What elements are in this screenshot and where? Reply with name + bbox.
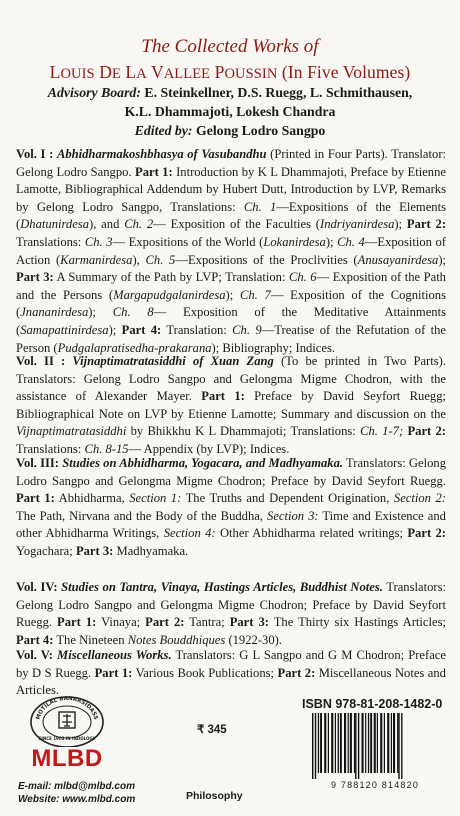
barcode-bar: [393, 713, 395, 773]
volume-text-segment: Margapudgalanirdesa: [113, 287, 226, 302]
volume-text-segment: Translators: G L Sangpo and G M Chodron; Preface by D S Ruegg.: [16, 648, 446, 680]
volume-text-segment: Ch. 3: [84, 234, 113, 249]
barcode-bar: [340, 713, 342, 773]
volume-text-segment: Abhidharma,: [54, 491, 130, 506]
barcode-bar: [380, 713, 382, 773]
volume-4-entry: [16, 579, 446, 649]
volume-text-segment: Pudgalapratisedha-prakarana: [57, 340, 212, 355]
barcode-bar: [365, 713, 366, 773]
volume-text-segment: — Expositions of the World (: [112, 234, 264, 249]
advisory-label: Advisory Board:: [47, 85, 141, 100]
barcode-bar: [312, 713, 313, 779]
mlbd-wordmark: MLBD: [31, 745, 103, 772]
svg-text:SINCE 1903 IN INDOLOGY: SINCE 1903 IN INDOLOGY: [38, 736, 96, 741]
volume-text-segment: Section 4:: [163, 526, 216, 541]
author-line: [0, 62, 460, 83]
volume-text-segment: Ch. 8: [112, 305, 154, 320]
volume-text-segment: Notes Bouddhiques: [127, 632, 226, 647]
barcode-bar: [370, 713, 372, 773]
volume-text-segment: ),: [132, 252, 146, 267]
barcode-bar: [328, 713, 329, 773]
publisher-logo: [18, 693, 116, 773]
svg-text:MOTILAL BANARSIDASS: MOTILAL BANARSIDASS: [35, 695, 99, 721]
volume-text-segment: Translation:: [161, 322, 233, 337]
volume-text-segment: Ch. 5: [145, 252, 176, 267]
volume-text-segment: Part 3:: [16, 270, 54, 285]
volume-text-segment: — Exposition of the Meditative Attainments (: [16, 305, 446, 337]
volume-text-segment: Ch. 7: [239, 287, 271, 302]
volume-text-segment: Tantra;: [184, 615, 230, 630]
barcode-bar: [315, 713, 316, 779]
volume-text-segment: Ch. 6: [288, 270, 317, 285]
volume-text-segment: Abhidharmakoshbhasya of Vasubandhu: [56, 147, 267, 161]
volume-text-segment: (To be printed in Two Parts). Translators: Gelong Lodro Sangpo and Gelongma Migme Chodron, with the assistance of Alexander Mayer.: [16, 354, 446, 404]
volume-text-segment: (1922-30).: [225, 632, 282, 647]
barcode-bar: [320, 713, 322, 773]
mlbd-emblem-icon: [22, 693, 112, 747]
volume-text-segment: Translations:: [16, 441, 85, 456]
volume-text-segment: Section 2:: [393, 491, 446, 506]
volume-text-segment: Karmanirdesa: [60, 252, 133, 267]
advisory-board: [0, 85, 460, 101]
volume-text-segment: Yogachara;: [16, 543, 76, 558]
volume-text-segment: Translations:: [16, 234, 85, 249]
edited-by: [0, 123, 460, 139]
volume-text-segment: Section 3:: [267, 508, 319, 523]
volume-text-segment: Studies on Abhidharma, Yogacara, and Madhyamaka.: [62, 456, 344, 470]
volume-text-segment: Part 1:: [135, 164, 173, 179]
volume-3-entry: [16, 455, 446, 561]
volume-text-segment: ), and: [89, 217, 125, 232]
volume-text-segment: Various Book Publications;: [132, 665, 278, 680]
volume-text-segment: The Path, Nirvana and the Body of the Buddha,: [16, 508, 268, 523]
volume-text-segment: Vijnaptimatratasiddhi of Xuan Zang: [72, 354, 274, 368]
volume-text-segment: Other Abhidharma related writings;: [215, 526, 408, 541]
barcode-bar: [350, 713, 352, 773]
volume-text-segment: Translators: Gelong Lodro Sangpo and Gelongma Migme Chodron; Preface by David Seyfort Ruegg.: [16, 456, 446, 488]
volume-text-segment: Preface by David Seyfort Ruegg; Bibliographical Note on LVP by Etienne Lamotte; Summary and discussion on the: [16, 389, 446, 421]
isbn-label: ISBN 978-81-208-1482-0: [302, 697, 443, 711]
volume-text-segment: (Printed in Four Parts). Translator: Gelong Lodro Sangpo.: [16, 147, 447, 179]
volume-text-segment: The Nineteen: [53, 632, 128, 647]
author-name: LOUIS DE LA VALLEE POUSSIN: [49, 62, 278, 82]
volume-text-segment: Part 2:: [407, 526, 446, 541]
publisher-email: E-mail: mlbd@mlbd.com: [18, 781, 135, 792]
volume-label: Vol. III:: [16, 456, 59, 470]
volume-text-segment: — Exposition of the Path and the Persons (: [16, 270, 446, 302]
volume-text-segment: );: [225, 287, 240, 302]
volume-text-segment: Introduction by K L Dhammajoti, Preface by Etienne Lamotte, Bibliographical Addendum by Hubert Dutt, Introduction by LVP, Remarks by Gelong Lodro Sangpo, Translations:: [16, 164, 446, 214]
volume-2-entry: [16, 353, 446, 459]
advisory-names-2: K.L. Dhammajoti, Lokesh Chandra: [124, 104, 336, 119]
barcode-bar: [387, 713, 389, 773]
volume-text-segment: Jnananirdesa: [20, 305, 89, 320]
barcode-bar: [377, 713, 378, 773]
volume-text-segment: Indriyanirdesa: [320, 217, 395, 232]
volume-text-segment: Ch. 2: [124, 217, 154, 232]
price-label: ₹ 345: [197, 724, 227, 736]
volumes-note: (In Five Volumes): [281, 62, 411, 82]
volume-text-segment: — Exposition of the Cognitions (: [16, 287, 447, 320]
volume-text-segment: —Expositions of the Elements (: [16, 199, 446, 232]
volume-text-segment: The Truths and Dependent Origination,: [181, 491, 394, 506]
volume-text-segment: The Thirty six Hastings Articles;: [268, 615, 446, 630]
volume-text-segment: Ch. 1-7;: [360, 424, 404, 439]
volume-text-segment: Part 2:: [406, 217, 447, 232]
volume-label: Vol. II :: [16, 354, 66, 368]
volume-text-segment: Ch. 1: [243, 199, 277, 214]
volume-text-segment: Part 3:: [75, 543, 114, 558]
volume-text-segment: Time and Existence and other Abhidharma Writings,: [16, 508, 446, 541]
barcode-bar: [331, 713, 333, 773]
volume-text-segment: Vinaya;: [96, 615, 146, 630]
barcode-bar: [344, 713, 346, 773]
volume-text-segment: Part 4:: [16, 632, 54, 647]
volume-label: Vol. IV:: [16, 580, 58, 594]
barcode-digits: 9 788120 814820: [330, 780, 420, 790]
volume-text-segment: );: [325, 234, 338, 249]
volume-text-segment: Part 2:: [407, 424, 446, 439]
volume-label: Vol. V:: [16, 648, 53, 662]
volume-text-segment: Ch. 4: [337, 234, 365, 249]
barcode-bar: [401, 713, 402, 779]
volume-text-segment: Part 1:: [16, 491, 55, 506]
barcode-bar: [338, 713, 339, 773]
volume-text-segment: A Summary of the Path by LVP; Translation:: [53, 270, 289, 285]
barcode-bar: [391, 713, 392, 773]
volume-text-segment: Section 1:: [129, 491, 182, 506]
volume-text-segment: by Bhikkhu K L Dhammajoti; Translations:: [126, 424, 361, 439]
volume-text-segment: Samapattinirdesa: [20, 322, 109, 337]
barcode-image: [302, 713, 448, 779]
volume-text-segment: );: [438, 252, 447, 267]
volume-text-segment: );: [108, 322, 122, 337]
category-label: Philosophy: [186, 790, 243, 802]
volume-text-segment: Part 3:: [229, 615, 269, 630]
volume-5-entry: [16, 647, 446, 700]
barcode-bar: [374, 713, 376, 773]
barcode-bar: [368, 713, 369, 773]
volume-text-segment: —Exposition of Action (: [16, 234, 446, 267]
volume-label: Vol. I :: [16, 147, 54, 161]
barcode-bar: [397, 713, 398, 773]
volume-text-segment: Ch. 9: [232, 322, 262, 337]
volume-text-segment: —Expositions of the Proclivities (: [175, 252, 358, 267]
volume-text-segment: Part 4:: [121, 322, 162, 337]
volume-text-segment: —Treatise of the Refutation of the Person (: [16, 322, 447, 355]
volume-text-segment: Part 1:: [57, 615, 97, 630]
advisory-names-1: E. Steinkellner, D.S. Ruegg, L. Schmithausen,: [144, 85, 413, 100]
barcode-bar: [355, 713, 356, 779]
barcode-bar: [324, 713, 326, 773]
volume-text-segment: Anusayanirdesa: [357, 252, 439, 267]
barcode-bar: [318, 713, 319, 773]
volume-1-entry: [16, 146, 446, 357]
barcode-bar: [348, 713, 349, 773]
volume-text-segment: Translators: Gelong Lodro Sangpo and Gelongma Migme Chodron; Preface by David Seyfort Ruegg.: [16, 580, 446, 630]
barcode-bar: [335, 713, 336, 773]
barcode-bar: [358, 713, 359, 779]
volume-text-segment: Part 1:: [94, 665, 133, 680]
volume-text-segment: Vijnaptimatratasiddhi: [16, 424, 127, 439]
volume-text-segment: ); Bibliography; Indices.: [211, 340, 336, 355]
volume-text-segment: Miscellaneous Notes and Articles.: [16, 665, 446, 698]
volume-text-segment: );: [394, 217, 407, 232]
series-title: The Collected Works of: [141, 36, 319, 57]
publisher-website: Website: www.mlbd.com: [18, 794, 136, 805]
volume-text-segment: Ch. 8-15: [84, 441, 129, 456]
volume-text-segment: Studies on Tantra, Vinaya, Hastings Articles, Buddhist Notes.: [61, 580, 383, 594]
barcode-bar: [362, 713, 364, 773]
edited-label: Edited by:: [134, 123, 193, 138]
volume-text-segment: Part 2:: [145, 615, 185, 630]
volume-text-segment: Part 2:: [277, 665, 316, 680]
volume-text-segment: Lokanirdesa: [263, 234, 326, 249]
volume-text-segment: — Appendix (by LVP); Indices.: [128, 441, 290, 456]
volume-text-segment: Miscellaneous Works.: [57, 648, 172, 662]
barcode-bar: [384, 713, 385, 773]
editor-name: Gelong Lodro Sangpo: [195, 123, 326, 138]
volume-text-segment: Dhatunirdesa: [20, 217, 90, 232]
volume-text-segment: );: [88, 305, 113, 320]
volume-text-segment: — Exposition of the Faculties (: [153, 217, 320, 232]
barcode-bar: [398, 713, 399, 779]
barcode-bar: [354, 713, 355, 773]
volume-text-segment: Madhyamaka.: [113, 543, 189, 558]
volume-text-segment: Part 1:: [201, 389, 245, 404]
